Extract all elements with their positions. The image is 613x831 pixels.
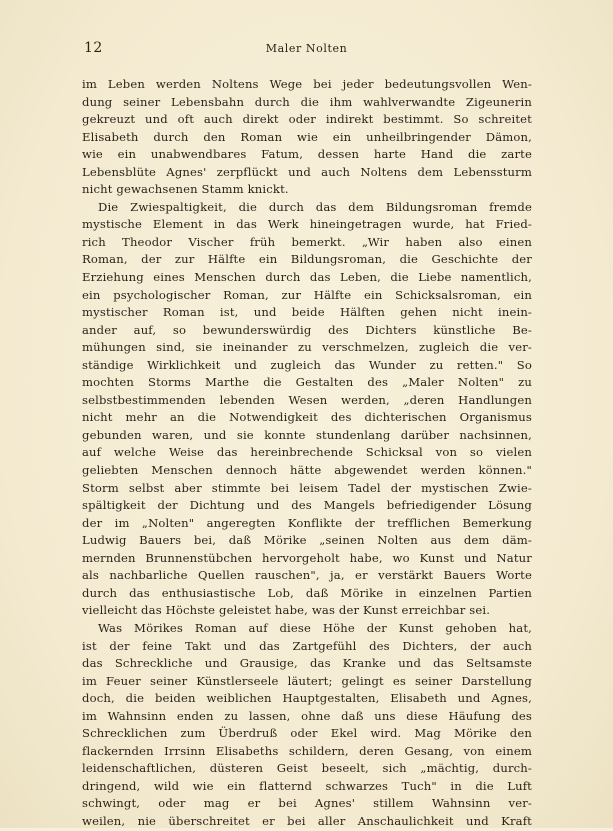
text-line: flackernden Irrsinn Elisabeths schildern, deren Gesang, von einem <box>82 743 532 758</box>
text-line: mystischer Roman ist, und beide Hälften gehen nicht inein- <box>82 305 532 320</box>
text-line: dung seiner Lebensbahn durch die ihm wahlverwandte Zigeunerin <box>82 94 532 109</box>
text-line: Lebensblüte Agnes' zerpflückt und auch Noltens dem Lebenssturm <box>82 164 532 179</box>
text-line: Erziehung eines Menschen durch das Leben, die Liebe namentlich, <box>82 270 532 285</box>
paragraph-2 <box>82 199 532 620</box>
text-line: leidenschaftlichen, düsteren Geist beseelt, sich „mächtig, durch- <box>82 761 532 776</box>
text-line: ständige Wirklichkeit und zugleich das Wunder zu retten." So <box>82 357 532 372</box>
text-line: durch das enthusiastische Lob, daß Mörike in einzelnen Partien <box>82 585 532 600</box>
text-line: mernden Brunnenstübchen hervorgeholt habe, wo Kunst und Natur <box>82 550 532 565</box>
body-text <box>82 76 532 831</box>
text-line: Elisabeth durch den Roman wie ein unheilbringender Dämon, <box>82 129 532 144</box>
text-line: dringend, wild wie ein flatternd schwarzes Tuch" in die Luft <box>82 778 532 793</box>
text-line: im Wahnsinn enden zu lassen, ohne daß uns diese Häufung des <box>82 708 532 723</box>
text-line: doch, die beiden weiblichen Hauptgestalten, Elisabeth und Agnes, <box>82 691 532 706</box>
text-line: mühungen sind, sie ineinander zu verschmelzen, zugleich die ver- <box>82 340 532 355</box>
text-line: ein psychologischer Roman, zur Hälfte ein Schicksalsroman, ein <box>82 287 532 302</box>
text-line: nicht gewachsenen Stamm knickt. <box>82 182 289 197</box>
text-line: spältigkeit der Dichtung und des Mangels befriedigender Lösung <box>82 498 532 513</box>
text-line: vielleicht das Höchste geleistet habe, was der Kunst erreichbar sei. <box>82 603 491 618</box>
page-number: 12 <box>84 40 103 56</box>
text-line: gebunden waren, und sie konnte stundenlang darüber nachsinnen, <box>82 427 532 442</box>
text-line: wie ein unabwendbares Fatum, dessen harte Hand die zarte <box>82 147 532 162</box>
text-line: Die Zwiespaltigkeit, die durch das dem Bildungsroman fremde <box>98 199 532 214</box>
text-line: mystische Element in das Werk hineingetragen wurde, hat Fried- <box>82 217 532 232</box>
text-line: im Feuer seiner Künstlerseele läutert; gelingt es seiner Darstellung <box>82 673 532 688</box>
text-line: rich Theodor Vischer früh bemerkt. „Wir haben also einen <box>82 234 532 249</box>
text-line: Schrecklichen zum Überdruß oder Ekel wird. Mag Mörike den <box>82 726 532 741</box>
text-line: Was Mörikes Roman auf diese Höhe der Kunst gehoben hat, <box>98 620 532 635</box>
text-line: schwingt, oder mag er bei Agnes' stillem Wahnsinn ver- <box>82 796 532 811</box>
text-line: mochten Storms Marthe die Gestalten des „Maler Nolten" zu <box>82 375 532 390</box>
text-line: geliebten Menschen dennoch hätte abgewendet werden können." <box>82 463 532 478</box>
text-line: ander auf, so bewunderswürdig des Dichters künstliche Be- <box>82 322 532 337</box>
text-line: Ludwig Bauers bei, daß Mörike „seinen Nolten aus dem däm- <box>82 533 532 548</box>
text-line: nicht mehr an die Notwendigkeit des dichterischen Organismus <box>82 410 532 425</box>
text-line: gekreuzt und oft auch direkt oder indirekt bestimmt. So schreitet <box>82 112 532 127</box>
text-line: Roman, der zur Hälfte ein Bildungsroman, die Geschichte der <box>82 252 532 267</box>
text-line: selbstbestimmenden lebenden Wesen werden, „deren Handlungen <box>82 392 532 407</box>
text-line: weilen, nie überschreitet er bei aller Anschaulichkeit und Kraft <box>82 813 532 828</box>
text-line: das Schreckliche und Grausige, das Kranke und das Seltsamste <box>82 656 532 671</box>
paragraph-1 <box>82 76 532 199</box>
running-title: Maler Nolten <box>265 42 348 55</box>
text-line: auf welche Weise das hereinbrechende Schicksal von so vielen <box>82 445 532 460</box>
text-line: im Leben werden Noltens Wege bei jeder bedeutungsvollen Wen- <box>82 77 532 91</box>
text-line: als nachbarliche Quellen rauschen", ja, er verstärkt Bauers Worte <box>82 568 532 583</box>
paragraph-3 <box>82 620 532 831</box>
text-line: ist der feine Takt und das Zartgefühl des Dichters, der auch <box>82 638 532 653</box>
text-line: der im „Nolten" angeregten Konflikte der trefflichen Bemerkung <box>82 515 532 530</box>
text-line: Storm selbst aber stimmte bei leisem Tadel der mystischen Zwie- <box>82 480 532 495</box>
